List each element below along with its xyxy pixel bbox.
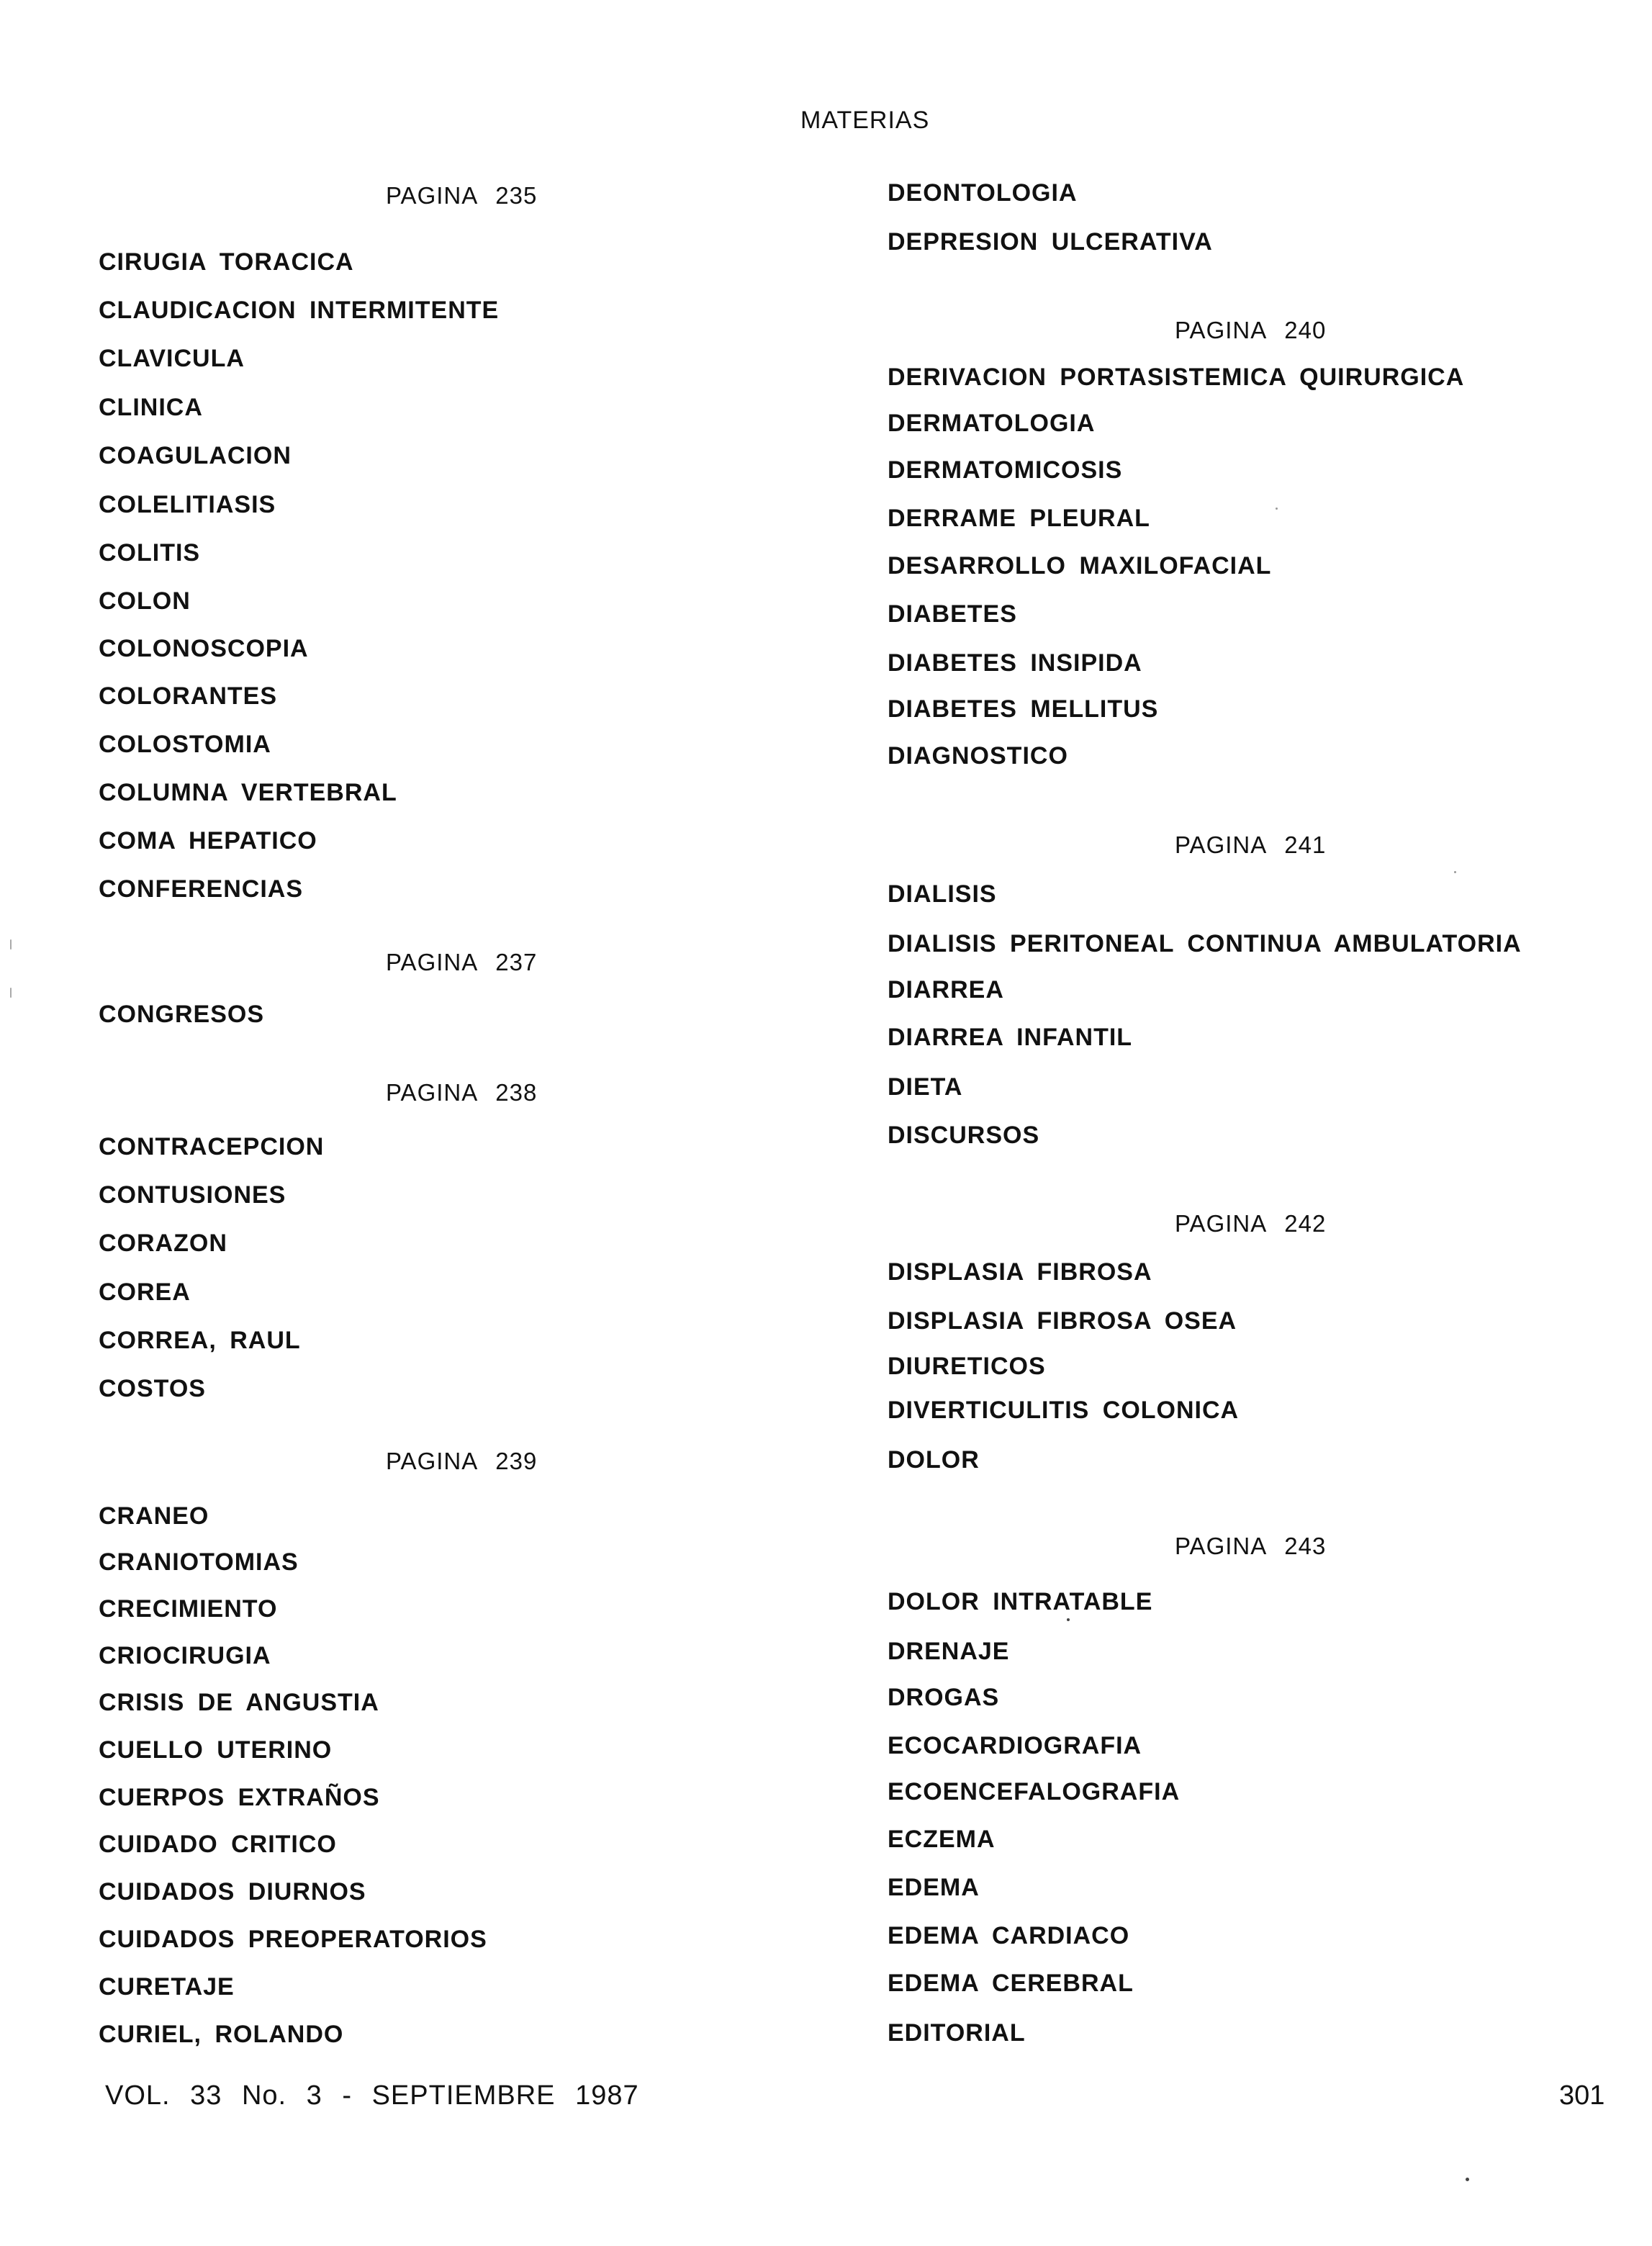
index-term: CIRUGIA TORACICA xyxy=(99,248,354,276)
index-term: DIABETES xyxy=(888,600,1017,628)
index-term: DEPRESION ULCERATIVA xyxy=(888,228,1213,256)
page-heading xyxy=(1175,1210,1326,1237)
index-term: EDITORIAL xyxy=(888,2019,1026,2047)
scan-speck xyxy=(10,988,12,998)
scan-speck xyxy=(1276,508,1278,510)
index-term: DIALISIS PERITONEAL CONTINUA AMBULATORIA xyxy=(888,930,1522,957)
index-term: CORREA, RAUL xyxy=(99,1327,301,1354)
page-heading-label: PAGINA xyxy=(1175,831,1268,858)
index-term: CLINICA xyxy=(99,394,203,421)
index-term: CURIEL, ROLANDO xyxy=(99,2021,344,2048)
index-term: COMA HEPATICO xyxy=(99,827,317,854)
page-heading-number: 243 xyxy=(1284,1533,1327,1559)
index-term: COAGULACION xyxy=(99,442,292,469)
index-term: COLOSTOMIA xyxy=(99,731,271,758)
index-term: EDEMA CEREBRAL xyxy=(888,1970,1134,1997)
issue-footer: VOL. 33 No. 3 - SEPTIEMBRE 1987 xyxy=(105,2080,639,2111)
index-term: ECOENCEFALOGRAFIA xyxy=(888,1778,1181,1805)
page-heading-label: PAGINA xyxy=(386,1448,479,1474)
index-term: COLORANTES xyxy=(99,682,277,710)
index-term: DERIVACION PORTASISTEMICA QUIRURGICA xyxy=(888,364,1465,391)
page-heading-number: 242 xyxy=(1284,1210,1327,1237)
index-term: DERMATOLOGIA xyxy=(888,410,1096,437)
index-term: CONTRACEPCION xyxy=(99,1133,325,1160)
index-term: DROGAS xyxy=(888,1684,1000,1711)
page-heading xyxy=(1175,1533,1326,1560)
index-term: CLAVICULA xyxy=(99,345,245,372)
page-heading-number: 239 xyxy=(495,1448,538,1474)
index-term: CRANEO xyxy=(99,1502,209,1530)
page-heading xyxy=(1175,831,1326,859)
index-term: CONFERENCIAS xyxy=(99,875,304,903)
index-term: CUERPOS EXTRAÑOS xyxy=(99,1784,380,1811)
index-term: CORAZON xyxy=(99,1230,227,1257)
index-term: CRECIMIENTO xyxy=(99,1595,278,1623)
index-term: DEONTOLOGIA xyxy=(888,179,1078,207)
index-term: ECZEMA xyxy=(888,1826,996,1853)
page-heading-label: PAGINA xyxy=(386,1079,479,1106)
index-term: DOLOR xyxy=(888,1446,980,1474)
index-term: CRANIOTOMIAS xyxy=(99,1548,299,1576)
index-term: DIARREA INFANTIL xyxy=(888,1024,1133,1051)
page-heading-label: PAGINA xyxy=(386,182,479,209)
index-term: DISPLASIA FIBROSA OSEA xyxy=(888,1307,1237,1335)
index-term: COLITIS xyxy=(99,539,201,567)
scan-speck xyxy=(1466,2178,1469,2181)
page-heading-number: 235 xyxy=(495,182,538,209)
page-heading-number: 237 xyxy=(495,949,538,975)
index-term: CRISIS DE ANGUSTIA xyxy=(99,1689,379,1716)
scan-speck xyxy=(1067,1618,1070,1621)
page-heading-number: 240 xyxy=(1284,317,1327,343)
index-term: DIURETICOS xyxy=(888,1353,1046,1380)
page-heading-label: PAGINA xyxy=(1175,1533,1268,1559)
index-term: DESARROLLO MAXILOFACIAL xyxy=(888,552,1272,579)
page-heading-number: 238 xyxy=(495,1079,538,1106)
index-term: CRIOCIRUGIA xyxy=(99,1642,271,1669)
index-term: DIABETES MELLITUS xyxy=(888,695,1159,723)
index-term: CUIDADO CRITICO xyxy=(99,1831,337,1858)
index-term: DIALISIS xyxy=(888,880,997,908)
index-term: COLELITIASIS xyxy=(99,491,276,518)
index-term: CUIDADOS PREOPERATORIOS xyxy=(99,1926,487,1953)
page-heading-number: 241 xyxy=(1284,831,1327,858)
scan-speck xyxy=(10,939,12,950)
index-term: DIAGNOSTICO xyxy=(888,742,1068,770)
index-term: DOLOR INTRATABLE xyxy=(888,1588,1153,1615)
index-term: DISCURSOS xyxy=(888,1122,1040,1149)
index-term: COSTOS xyxy=(99,1375,206,1402)
index-term: CURETAJE xyxy=(99,1973,235,2001)
index-term: EDEMA xyxy=(888,1874,980,1901)
index-term: CUELLO UTERINO xyxy=(99,1736,333,1764)
index-term: DIVERTICULITIS COLONICA xyxy=(888,1397,1240,1424)
index-term: DERRAME PLEURAL xyxy=(888,505,1150,532)
index-term: DISPLASIA FIBROSA xyxy=(888,1258,1152,1286)
page-heading-label: PAGINA xyxy=(386,949,479,975)
page-title: MATERIAS xyxy=(800,107,930,134)
index-term: EDEMA CARDIACO xyxy=(888,1922,1130,1949)
index-term: CONTUSIONES xyxy=(99,1181,286,1209)
index-term: DIABETES INSIPIDA xyxy=(888,649,1142,677)
index-term: COLONOSCOPIA xyxy=(99,635,309,662)
index-term: COREA xyxy=(99,1278,191,1306)
index-term: ECOCARDIOGRAFIA xyxy=(888,1732,1142,1759)
index-term: CONGRESOS xyxy=(99,1001,265,1028)
page-heading xyxy=(1175,317,1326,344)
index-term: COLUMNA VERTEBRAL xyxy=(99,779,397,806)
page-heading-label: PAGINA xyxy=(1175,317,1268,343)
index-term: CLAUDICACION INTERMITENTE xyxy=(99,297,500,324)
index-term: CUIDADOS DIURNOS xyxy=(99,1878,366,1906)
scan-speck xyxy=(1454,871,1456,873)
index-term: DRENAJE xyxy=(888,1638,1010,1665)
index-term: COLON xyxy=(99,587,191,615)
index-term: DERMATOMICOSIS xyxy=(888,456,1123,484)
page-heading-label: PAGINA xyxy=(1175,1210,1268,1237)
index-term: DIETA xyxy=(888,1073,963,1101)
index-term: DIARREA xyxy=(888,976,1004,1004)
page-number: 301 xyxy=(1559,2080,1605,2111)
